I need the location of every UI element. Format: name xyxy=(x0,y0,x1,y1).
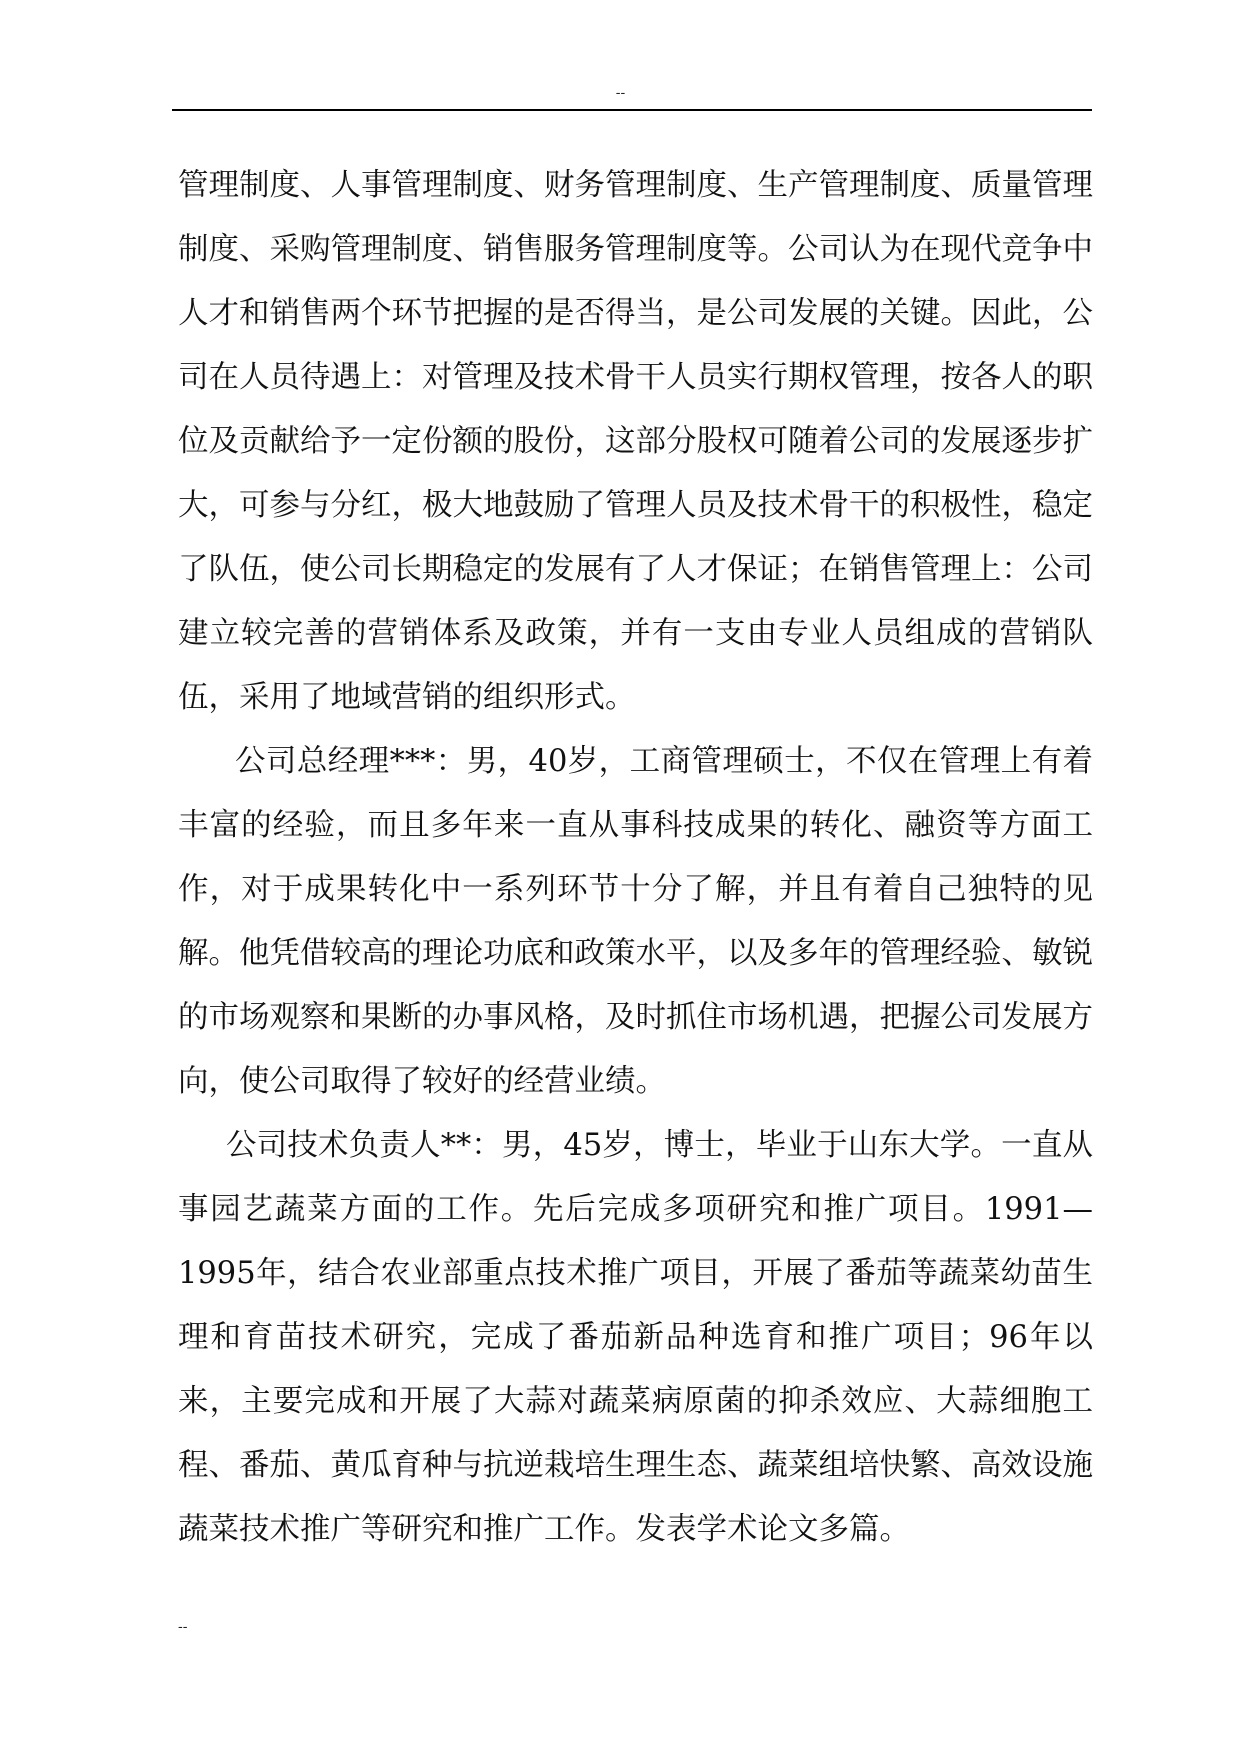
page-header-mark: -- xyxy=(615,85,626,101)
paragraph-general-manager: 公司总经理***：男，40岁，工商管理硕士，不仅在管理上有着丰富的经验，而且多年来一直从事科技成果的转化、融资等方面工作，对于成果转化中一系列环节十分了解，并且有着自己独特的见解。他凭借较高的理论功底和政策水平，以及多年的管理经验、敏锐的市场观察和果断的办事风格，及时抓住市场机遇，把握公司发展方向，使公司取得了较好的经营业绩。 xyxy=(178,744,1093,1099)
page-footer-mark: -- xyxy=(178,1619,188,1635)
header-rule xyxy=(172,109,1092,111)
paragraph-technical-lead: 公司技术负责人**：男，45岁，博士，毕业于山东大学。一直从事园艺蔬菜方面的工作。先后完成多项研究和推广项目。1991—1995年，结合农业部重点技术推广项目，开展了番茄等蔬菜幼苗生理和育苗技术研究，完成了番茄新品种选育和推广项目；96年以来，主要完成和开展了大蒜对蔬菜病原菌的抑杀效应、大蒜细胞工程、番茄、黄瓜育种与抗逆栽培生理生态、蔬菜组培快繁、高效设施蔬菜技术推广等研究和推广工作。发表学术论文多篇。 xyxy=(178,1128,1093,1547)
document-body xyxy=(178,154,1093,1562)
paragraph-management-system: 管理制度、人事管理制度、财务管理制度、生产管理制度、质量管理制度、采购管理制度、销售服务管理制度等。公司认为在现代竞争中人才和销售两个环节把握的是否得当，是公司发展的关键。因此，公司在人员待遇上：对管理及技术骨干人员实行期权管理，按各人的职位及贡献给予一定份额的股份，这部分股权可随着公司的发展逐步扩大，可参与分红，极大地鼓励了管理人员及技术骨干的积极性，稳定了队伍，使公司长期稳定的发展有了人才保证；在销售管理上：公司建立较完善的营销体系及政策，并有一支由专业人员组成的营销队伍，采用了地域营销的组织形式。 xyxy=(178,168,1093,715)
